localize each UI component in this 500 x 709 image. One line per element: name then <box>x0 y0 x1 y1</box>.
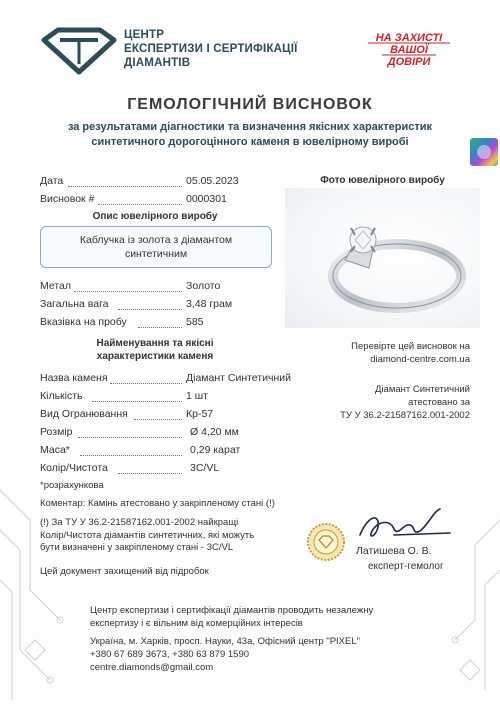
cert-line3: ТУ У 36.2-21587162.001-2002 <box>340 410 470 421</box>
metal-label: Метал <box>40 280 72 292</box>
signer-role: експерт-гемолог <box>368 561 444 572</box>
weight-dots <box>118 309 182 310</box>
document-subtitle <box>0 120 500 150</box>
color-clarity-dots <box>118 473 182 474</box>
notice-block <box>40 517 310 555</box>
color-clarity-value: 3С/VL <box>190 462 220 474</box>
signature-icon <box>354 505 454 547</box>
quantity-label: Кількість <box>40 390 83 402</box>
number-label: Висновок # <box>40 193 95 205</box>
cut-value: Кр-57 <box>186 408 214 420</box>
number-dots <box>98 204 182 205</box>
gold-seal-icon <box>306 522 346 562</box>
stamp-line1: НА ЗАХИСТІ <box>375 32 443 44</box>
color-clarity-label: Колір/Чистота <box>40 462 108 474</box>
mass-value: 0,29 карат <box>190 444 241 456</box>
signer-name: Латишева О. В. <box>356 545 432 557</box>
subtitle-line2: синтетичного дорогоцінного каменя в ювелірному виробі <box>91 136 409 148</box>
forgery-protection-note: Цей документ захищений від підробок <box>40 566 209 577</box>
cut-label: Вид Огранювання <box>40 408 128 420</box>
hallmark-dots <box>138 327 182 328</box>
certification-note <box>290 383 470 422</box>
item-description: Каблучка із золота з діамантом синтетичним <box>79 234 233 260</box>
size-label: Розмір <box>40 426 73 438</box>
hallmark-label: Вказівка на пробу <box>40 316 127 328</box>
contact-phones: +380 67 689 3673, +380 63 879 1590 <box>90 649 250 660</box>
date-dots <box>68 186 182 187</box>
stone-name-value: Діамант Синтетичний <box>186 372 291 384</box>
date-value: 05.05.2023 <box>186 175 239 187</box>
metal-dots <box>74 291 182 292</box>
footer-line2: експертизу і є вільним від комерційних інтересів <box>90 618 303 629</box>
cert-line2: атестовано за <box>408 397 470 408</box>
organization-name <box>124 28 298 70</box>
stone-name-label: Назва каменя <box>40 372 108 384</box>
photo-title: Фото ювелірного виробу <box>320 175 445 186</box>
footer-statement <box>90 604 430 630</box>
quantity-dots <box>92 401 182 402</box>
subtitle-line1: за результатами діагностики та визначення якісних характеристик <box>67 121 433 133</box>
metal-value: Золото <box>186 280 221 292</box>
footer-line1: Центр експертизи і сертифікації діамантів проводить незалежну <box>90 605 374 616</box>
notice-line3: бути визначені у закріпленому стані - 3С/VL <box>40 542 234 553</box>
cut-dots <box>134 419 182 420</box>
verify-website-link[interactable]: diamond-centre.com.ua <box>370 354 470 365</box>
diamond-logo-icon <box>38 26 120 76</box>
org-name-line2: ЕКСПЕРТИЗИ І СЕРТИФІКАЦІЇ <box>124 43 298 55</box>
item-section-title: Опис ювелірного виробу <box>92 211 218 222</box>
stone-name-dots <box>110 383 182 384</box>
quantity-value: 1 шт <box>186 390 208 402</box>
slogan-stamp <box>364 30 454 70</box>
stamp-line2: ВАШОЇ <box>390 44 428 56</box>
size-value: Ø 4,20 мм <box>190 426 239 438</box>
contact-email[interactable]: centre.diamonds@gmail.com <box>90 662 214 673</box>
hallmark-value: 585 <box>186 316 204 328</box>
mass-dots <box>80 455 182 456</box>
mass-footnote: *розрахункова <box>40 480 104 491</box>
verify-note <box>300 340 470 366</box>
mass-label: Маса* <box>40 444 70 456</box>
weight-value: 3,48 грам <box>186 298 233 310</box>
ring-photo <box>285 188 480 328</box>
document-title: ГЕМОЛОГІЧНИЙ ВИСНОВОК <box>127 96 373 113</box>
item-description-box <box>40 226 272 268</box>
weight-label: Загальна вага <box>40 298 109 310</box>
stone-section-title: Найменування та якісні характеристики каменя <box>96 338 214 362</box>
notice-line2: Колір/Чистота діамантів синтетичних, які можуть <box>40 529 255 541</box>
size-dots <box>78 437 182 438</box>
comment: Коментар: Камінь атестовано у закріпленому стані (!) <box>40 498 275 509</box>
cert-line1: Діамант Синтетичний <box>375 384 470 395</box>
date-label: Дата <box>40 175 64 187</box>
verify-line1: Перевірте цей висновок на <box>351 341 470 352</box>
stamp-line3: ДОВІРИ <box>387 56 431 68</box>
org-name-line3: ДІАМАНТІВ <box>124 57 191 69</box>
contact-address: Україна, м. Харків, просп. Науки, 43а, Офісний центр "PIXEL" <box>90 636 361 647</box>
notice-line1: (!) За ТУ У 36.2-21587162.001-2002 найкращі <box>40 517 239 528</box>
org-name-line1: ЦЕНТР <box>124 29 165 41</box>
ring-image <box>285 188 480 328</box>
number-value: 0000301 <box>186 193 227 205</box>
